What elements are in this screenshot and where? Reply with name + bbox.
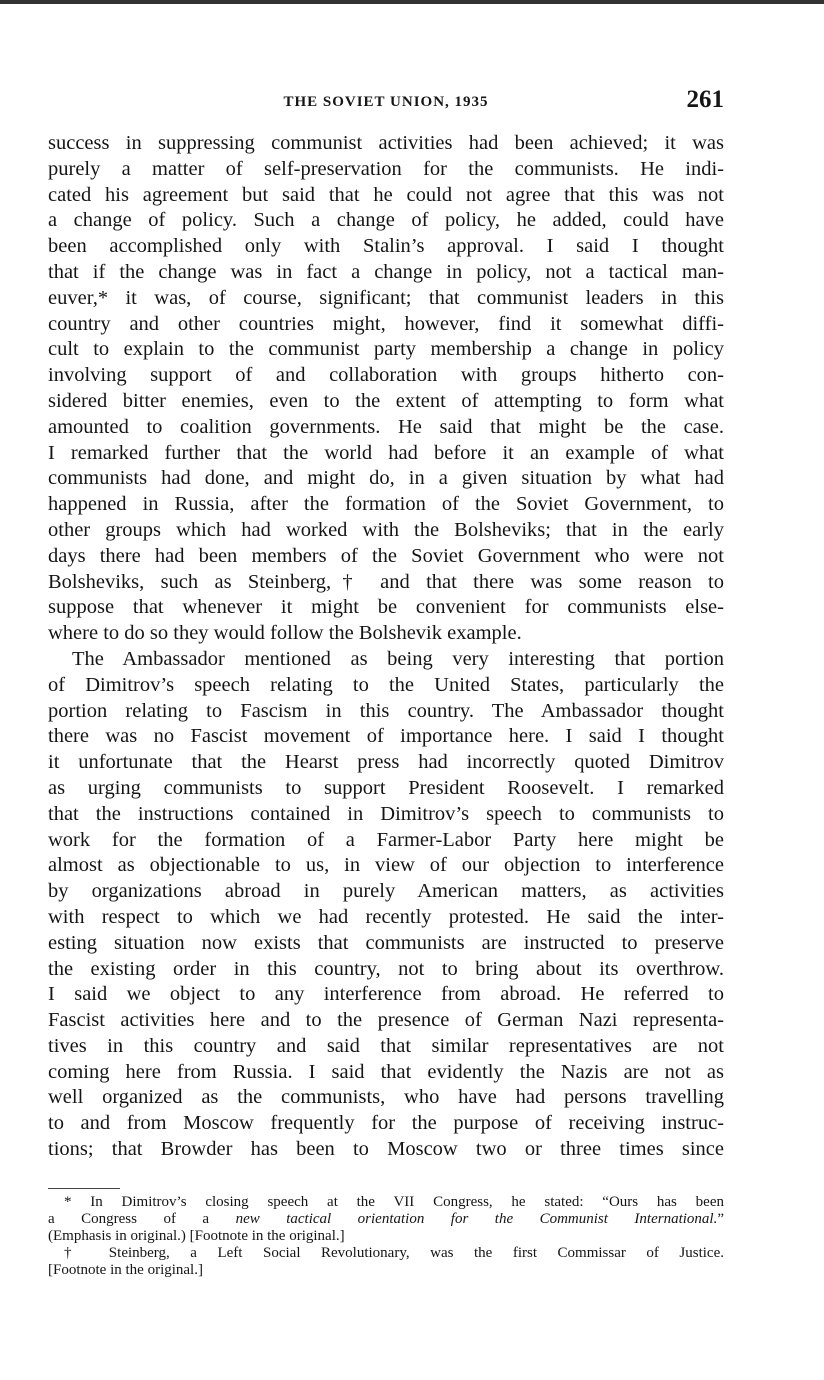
footnote-divider (48, 1188, 120, 1189)
text-line: amounted to coalition governments. He said that might be the case. (48, 415, 724, 438)
text-line: where to do so they would follow the Bolshevik example. (48, 622, 522, 645)
text-line: success in suppressing communist activities had been achieved; it was (48, 132, 724, 154)
footnote-text: a Congress of a (48, 1211, 236, 1227)
footnote-line: † Steinberg, a Left Social Revolutionary, was the first Commissar of Justice. (64, 1245, 724, 1261)
text-line: a change of policy. Such a change of policy, he added, could have (48, 209, 724, 232)
text-line: cated his agreement but said that he could not agree that this was not (48, 183, 724, 206)
text-line: work for the formation of a Farmer-Labor Party here might be (48, 828, 724, 851)
text-line: happened in Russia, after the formation of the Soviet Government, to (48, 493, 724, 516)
text-line: The Ambassador mentioned as being very interesting that portion (72, 647, 724, 670)
text-line: the existing order in this country, not to bring about its overthrow. (48, 957, 724, 980)
text-line: that if the change was in fact a change in policy, not a tactical man- (48, 260, 724, 283)
text-line: been accomplished only with Stalin’s approval. I said I thought (48, 235, 724, 258)
text-line: to and from Moscow frequently for the purpose of receiving instruc- (48, 1112, 724, 1135)
text-line: esting situation now exists that communists are instructed to preserve (48, 931, 724, 954)
body-text (48, 131, 724, 1163)
footnote-line: [Footnote in the original.] (48, 1262, 203, 1278)
text-line: coming here from Russia. I said that evidently the Nazis are not as (48, 1060, 724, 1083)
text-line: well organized as the communists, who have had persons travelling (48, 1086, 724, 1109)
text-line: communists had done, and might do, in a given situation by what had (48, 467, 724, 490)
footnote-line: * In Dimitrov’s closing speech at the VII Congress, he stated: “Ours has been (64, 1194, 724, 1210)
footnote-emphasis: new tactical orientation for the Communist International. (235, 1211, 718, 1227)
text-line: it unfortunate that the Hearst press had incorrectly quoted Dimitrov (48, 751, 724, 774)
page-number: 261 (686, 86, 724, 113)
text-line: almost as objectionable to us, in view of our objection to interference (48, 854, 724, 877)
text-line: I said we object to any interference from abroad. He referred to (48, 983, 724, 1006)
text-line: as urging communists to support President Roosevelt. I remarked (48, 776, 724, 799)
text-line: sidered bitter enemies, even to the extent of attempting to form what (48, 389, 724, 412)
text-line: purely a matter of self-preservation for the communists. He indi- (48, 157, 724, 180)
text-line: by organizations abroad in purely American matters, as activities (48, 880, 724, 903)
text-line: tives in this country and said that similar representatives are not (48, 1034, 724, 1057)
text-line: portion relating to Fascism in this country. The Ambassador thought (48, 699, 724, 722)
page-header (48, 86, 724, 120)
footnote-text: ” (717, 1211, 724, 1227)
text-line: that the instructions contained in Dimitrov’s speech to communists to (48, 802, 724, 825)
text-line: days there had been members of the Soviet Government who were not (48, 544, 724, 567)
text-line: tions; that Browder has been to Moscow two or three times since (48, 1138, 724, 1161)
footnote-line: (Emphasis in original.) [Footnote in the original.] (48, 1228, 345, 1244)
text-line: involving support of and collaboration with groups hitherto con- (48, 364, 724, 387)
text-line: euver,* it was, of course, significant; that communist leaders in this (48, 286, 724, 309)
text-line: of Dimitrov’s speech relating to the United States, particularly the (48, 673, 724, 696)
running-head: THE SOVIET UNION, 1935 (283, 94, 489, 110)
text-line: suppose that whenever it might be convenient for communists else- (48, 596, 724, 619)
text-line: country and other countries might, however, find it somewhat diffi- (48, 312, 724, 335)
text-line: I remarked further that the world had before it an example of what (48, 441, 724, 464)
text-line: other groups which had worked with the Bolsheviks; that in the early (48, 518, 724, 541)
footnotes (48, 1194, 724, 1279)
text-line: Bolsheviks, such as Steinberg,† and that there was some reason to (48, 570, 724, 593)
text-line: there was no Fascist movement of importance here. I said I thought (48, 725, 724, 748)
text-line: cult to explain to the communist party membership a change in policy (48, 338, 724, 361)
top-border-rule (0, 0, 824, 4)
footnote-line (48, 1211, 724, 1228)
text-line: with respect to which we had recently protested. He said the inter- (48, 905, 724, 928)
text-line: Fascist activities here and to the presence of German Nazi representa- (48, 1009, 724, 1032)
